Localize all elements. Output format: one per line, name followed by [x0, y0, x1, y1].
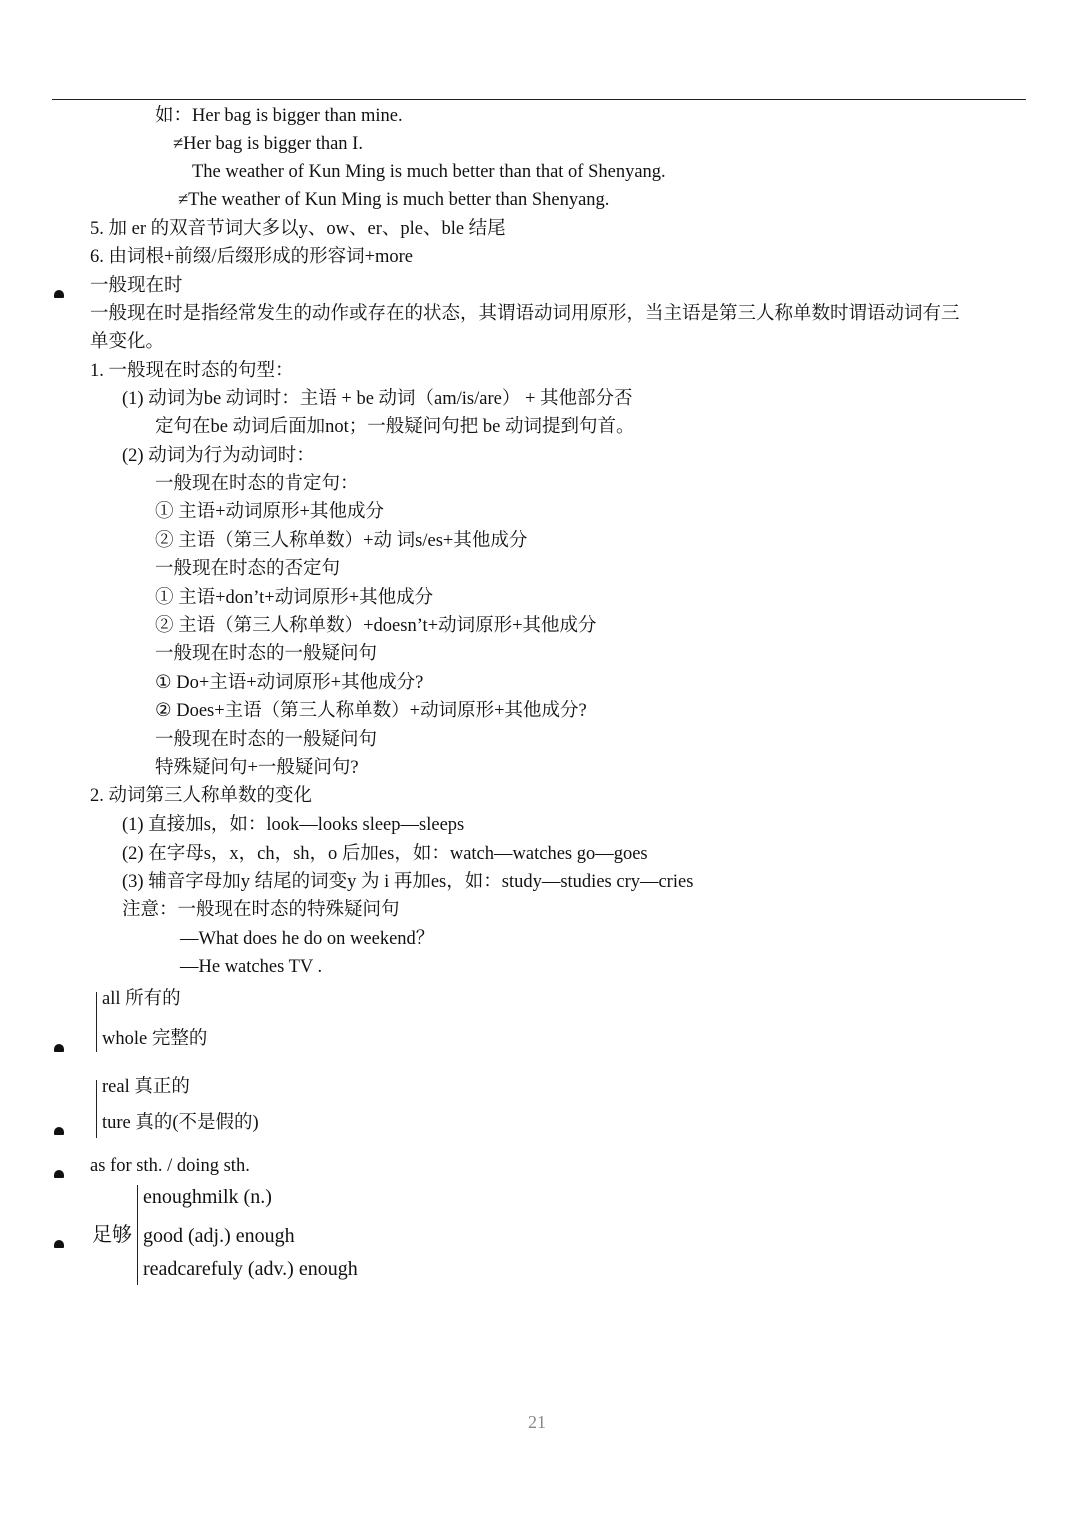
negative-title: 一般现在时态的否定句	[155, 559, 341, 579]
brace-icon	[96, 1080, 97, 1138]
header-rule	[52, 99, 1026, 100]
change-rule-2: (2) 在字母s，x，ch，sh，o 后加es，如：watch—watches go—goes	[122, 844, 648, 864]
vocab-real: real 真正的	[102, 1077, 190, 1097]
example-line-3: The weather of Kun Ming is much better than that of Shenyang.	[192, 162, 666, 182]
rule-6: 6. 由词根+前缀/后缀形成的形容词+more	[90, 247, 414, 267]
bullet-icon	[54, 1170, 64, 1178]
example-line-2: ≠Her bag is bigger than I.	[173, 134, 363, 154]
affirmative-2: ② 主语（第三人称单数）+动 词s/es+其他成分	[155, 531, 528, 551]
question-2: ② Does+主语（第三人称单数）+动词原形+其他成分?	[155, 701, 587, 721]
enough-1: enoughmilk (n.)	[143, 1186, 272, 1208]
intro-line-2: 单变化。	[90, 332, 165, 352]
bullet-icon	[54, 1240, 64, 1248]
change-rule-3: (3) 辅音字母加y 结尾的词变y 为 i 再加es，如：study—studies cry—cries	[122, 872, 694, 892]
affirmative-1: ① 主语+动词原形+其他成分	[155, 502, 384, 522]
be-verb-line-1: (1) 动词为be 动词时：主语 + be 动词（am/is/are） + 其他部分否	[122, 389, 633, 409]
section-heading: 一般现在时	[90, 276, 183, 296]
be-verb-line-2: 定句在be 动词后面加not；一般疑问句把 be 动词提到句首。	[155, 417, 635, 437]
negative-1: ① 主语+don’t+动词原形+其他成分	[155, 588, 434, 608]
note-answer: —He watches TV .	[180, 957, 323, 977]
item-2-title: 2. 动词第三人称单数的变化	[90, 786, 313, 806]
bullet-icon	[54, 1044, 64, 1052]
note-title: 注意：一般现在时态的特殊疑问句	[122, 900, 400, 920]
item-1-title: 1. 一般现在时态的句型：	[90, 361, 294, 381]
note-question: —What does he do on weekend？	[180, 929, 435, 949]
change-rule-1: (1) 直接加s，如：look—looks sleep—sleeps	[122, 815, 465, 835]
vocab-true: ture 真的(不是假的)	[102, 1113, 259, 1133]
enough-3: readcarefuly (adv.) enough	[143, 1258, 358, 1280]
rule-5: 5. 加 er 的双音节词大多以y、ow、er、ple、ble 结尾	[90, 219, 506, 239]
example-line-1: 如：Her bag is bigger than mine.	[155, 106, 403, 126]
special-question-line: 特殊疑问句+一般疑问句?	[155, 758, 359, 778]
intro-line-1: 一般现在时是指经常发生的动作或存在的状态，其谓语动词用原形，当主语是第三人称单数时谓语动词有三	[90, 304, 960, 324]
special-question-title: 一般现在时态的一般疑问句	[155, 730, 378, 750]
vocab-as-for: as for sth. / doing sth.	[90, 1156, 250, 1176]
bullet-icon	[54, 290, 64, 298]
vocab-all: all 所有的	[102, 989, 181, 1009]
negative-2: ② 主语（第三人称单数）+doesn’t+动词原形+其他成分	[155, 616, 597, 636]
brace-icon	[96, 992, 97, 1052]
question-1: ① Do+主语+动词原形+其他成分?	[155, 673, 424, 693]
enough-label: 足够	[92, 1224, 132, 1246]
enough-2: good (adj.) enough	[143, 1225, 295, 1247]
page-number: 21	[528, 1412, 546, 1432]
question-title: 一般现在时态的一般疑问句	[155, 644, 378, 664]
vocab-whole: whole 完整的	[102, 1029, 208, 1049]
action-verb-title: (2) 动词为行为动词时：	[122, 446, 315, 466]
bullet-icon	[54, 1127, 64, 1135]
affirmative-title: 一般现在时态的肯定句：	[155, 474, 359, 494]
example-line-4: ≠The weather of Kun Ming is much better than Shenyang.	[178, 190, 610, 210]
brace-icon	[137, 1185, 138, 1285]
